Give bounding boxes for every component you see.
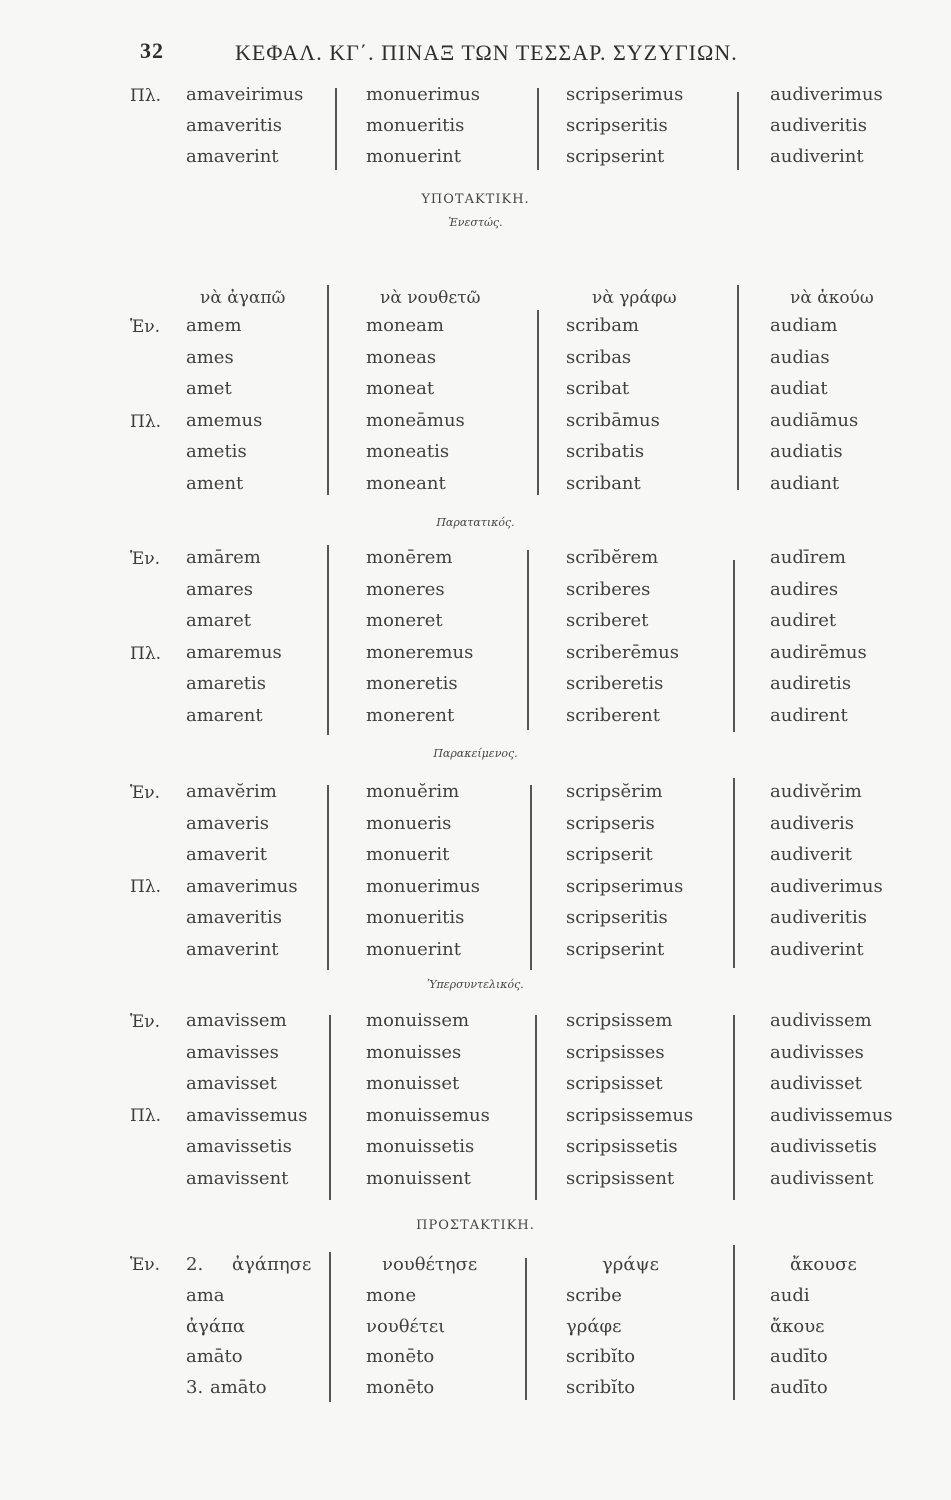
cell: amaverint [186, 146, 279, 167]
page-header [140, 38, 900, 78]
table-row [0, 473, 951, 504]
label-plural: Πλ. [130, 1106, 162, 1126]
cell: scriberetis [566, 673, 664, 694]
table-row [0, 1285, 951, 1316]
greek-meaning: νὰ ἀγαπῶ [200, 288, 286, 308]
table-row [0, 939, 951, 970]
column-divider [327, 785, 329, 970]
cell: scribant [566, 472, 641, 494]
table-row [0, 378, 951, 409]
label-singular: Ἑν. [130, 1012, 161, 1032]
cell: ametis [186, 441, 247, 462]
cell: amaveritis [186, 907, 282, 928]
cell: scriberent [566, 704, 660, 726]
table-row [0, 781, 951, 812]
cell: monēto [366, 1377, 435, 1399]
cell: monuissetis [366, 1136, 475, 1157]
cell: scripsisses [566, 1041, 665, 1063]
cell: ἀγάπησε [232, 1254, 312, 1275]
column-divider [733, 1245, 735, 1400]
column-divider [737, 92, 739, 170]
cell: moneret [366, 610, 443, 631]
cell: γράψε [602, 1254, 659, 1275]
cell: amāto [186, 1346, 243, 1368]
cell: monueris [366, 812, 452, 834]
cell: audirent [770, 704, 848, 726]
cell: amaremus [186, 641, 282, 663]
cell: monuerint [366, 146, 461, 167]
cell: monuerint [366, 938, 461, 960]
cell: amaverit [186, 844, 267, 865]
cell: audirēmus [770, 641, 867, 663]
cell: audiveris [770, 812, 855, 834]
cell: audiant [770, 472, 840, 494]
cell: scribatis [566, 441, 645, 462]
cell: scribĭto [566, 1377, 636, 1399]
column-divider [530, 785, 532, 970]
cell: audivissemus [770, 1104, 893, 1126]
cell: monēto [366, 1346, 435, 1368]
cell: amaverint [186, 938, 279, 960]
cell: monuerimus [366, 875, 481, 897]
cell: audiveritis [770, 907, 868, 928]
cell: ament [186, 472, 244, 494]
column-divider [737, 285, 739, 490]
table-row [0, 315, 951, 346]
greek-meaning: νὰ νουθετῶ [380, 288, 481, 308]
column-divider [335, 88, 337, 170]
cell: audiveritis [770, 115, 868, 136]
column-divider [327, 285, 329, 495]
table-row [0, 115, 951, 146]
label-singular: Ἑν. [130, 783, 161, 803]
cell: audiverimus [770, 84, 883, 105]
table-row [0, 1010, 951, 1041]
cell: scripseritis [566, 115, 668, 136]
cell: scripsĕrim [566, 781, 663, 802]
table-row [0, 813, 951, 844]
cell: audi [770, 1284, 810, 1306]
cell: monerent [366, 704, 455, 726]
cell: amaverimus [186, 875, 298, 897]
column-divider [537, 310, 539, 495]
label-plural: Πλ. [130, 644, 162, 664]
cell: monuerit [366, 844, 450, 865]
cell: scripserint [566, 146, 665, 167]
column-divider [733, 560, 735, 732]
cell: moneretis [366, 673, 458, 694]
table-row [0, 146, 951, 177]
cell: scriberes [566, 578, 651, 600]
page-number: 32 [140, 38, 164, 63]
cell: monuissemus [366, 1104, 490, 1126]
table-row [0, 705, 951, 736]
table-row [0, 1254, 951, 1285]
table-row [0, 844, 951, 875]
cell: scripserimus [566, 84, 684, 105]
cell: amavisset [186, 1073, 277, 1094]
cell: audivĕrim [770, 781, 862, 802]
cell: ἄκουσε [790, 1254, 857, 1275]
cell: amaveritis [186, 115, 282, 136]
cell: audivissetis [770, 1136, 877, 1157]
person-number-2: 2. [186, 1254, 204, 1275]
person-number-3: 3. [186, 1377, 204, 1398]
cell: γράφε [566, 1315, 622, 1337]
section-title-imperative: ΠΡΟΣΤΑΚΤΙΚΗ. [416, 1218, 535, 1233]
cell: amavĕrim [186, 781, 277, 802]
cell: amaretis [186, 673, 267, 694]
cell: audīto [770, 1377, 828, 1399]
cell: amem [186, 315, 242, 336]
cell: scripserint [566, 938, 665, 960]
cell: monueritis [366, 907, 465, 928]
cell: ama [186, 1284, 225, 1306]
table-row [0, 1073, 951, 1104]
page-title: ΚΕΦΑΛ. ΚΓ΄. ΠΙΝΑΞ ΤΩΝ ΤΕΣΣΑΡ. ΣΥΖΥΓΙΩΝ. [235, 40, 738, 65]
cell: scrībĕrem [566, 547, 659, 568]
label-singular: Ἑν. [130, 317, 161, 337]
cell: amaveirimus [186, 84, 304, 105]
cell: amaveris [186, 812, 269, 834]
cell: audiam [770, 315, 838, 336]
cell: scripserimus [566, 875, 684, 897]
table-row [0, 1316, 951, 1347]
table-row [0, 673, 951, 704]
column-divider [733, 778, 735, 968]
label-plural: Πλ. [130, 412, 162, 432]
cell: audīto [770, 1346, 828, 1368]
label-plural: Πλ. [130, 877, 162, 897]
column-divider [733, 1015, 735, 1200]
cell: amet [186, 378, 232, 399]
table-row [0, 876, 951, 907]
cell: amavissent [186, 1167, 289, 1189]
cell: scribat [566, 378, 630, 399]
cell: monueritis [366, 115, 465, 136]
cell: audiretis [770, 673, 852, 694]
cell: audivisset [770, 1073, 862, 1094]
cell: scribas [566, 346, 632, 368]
cell: audīrem [770, 547, 846, 568]
cell: amarent [186, 704, 263, 726]
cell: audiāmus [770, 409, 859, 431]
greek-meaning: νὰ ἀκούω [790, 288, 874, 308]
table-row [0, 1346, 951, 1377]
cell: audivisses [770, 1041, 864, 1063]
table-row [0, 1168, 951, 1199]
cell: audiverint [770, 938, 864, 960]
column-divider [527, 550, 529, 730]
label-singular: Ἑν. [130, 549, 161, 569]
cell: scripserit [566, 844, 653, 865]
tense-title-present: Ἐνεστώς. [448, 216, 503, 229]
table-row [0, 579, 951, 610]
label-plural: Πλ. [130, 86, 162, 106]
table-row [0, 642, 951, 673]
column-divider [329, 1252, 331, 1402]
cell: amārem [186, 547, 261, 568]
cell: scripsissent [566, 1167, 675, 1189]
cell: scribam [566, 315, 640, 336]
cell: audiverint [770, 146, 864, 167]
cell: νουθέτει [366, 1315, 446, 1337]
table-row [0, 1042, 951, 1073]
cell: audires [770, 578, 839, 600]
tense-title-imperfect: Παρατατικός. [436, 516, 515, 529]
column-divider [327, 545, 329, 735]
label-singular: Ἑν. [130, 1255, 161, 1275]
cell: audias [770, 346, 830, 368]
table-row [0, 1377, 951, 1408]
cell: amares [186, 578, 254, 600]
greek-meaning: νὰ γράφω [592, 288, 677, 308]
cell: scripsissem [566, 1010, 673, 1031]
cell: moneas [366, 346, 437, 368]
cell: audiret [770, 610, 837, 631]
cell: νουθέτησε [382, 1254, 478, 1275]
table-row [0, 84, 951, 115]
section-title-subjunctive: ΥΠΟΤΑΚΤΙΚΗ. [421, 192, 530, 207]
cell: amāto [210, 1377, 267, 1399]
cell: scripsisset [566, 1073, 663, 1094]
cell: ἀγάπα [186, 1315, 246, 1337]
cell: amemus [186, 409, 263, 431]
cell: audiatis [770, 441, 843, 462]
cell: scripseritis [566, 907, 668, 928]
cell: monuissem [366, 1010, 470, 1031]
cell: scribāmus [566, 409, 660, 431]
cell: moneant [366, 472, 446, 494]
cell: monuĕrim [366, 781, 460, 802]
table-row [0, 547, 951, 578]
cell: monērem [366, 547, 453, 568]
table-row [0, 907, 951, 938]
table-row [0, 1105, 951, 1136]
table-row [0, 441, 951, 472]
cell: scribĭto [566, 1346, 636, 1368]
cell: moneam [366, 315, 444, 336]
cell: scripseris [566, 812, 655, 834]
cell: monuerimus [366, 84, 481, 105]
cell: audiverit [770, 844, 853, 865]
cell: monuissent [366, 1167, 471, 1189]
cell: amaret [186, 610, 252, 631]
column-divider [525, 1258, 527, 1400]
cell: monuisses [366, 1041, 462, 1063]
cell: scripsissemus [566, 1104, 694, 1126]
column-divider [535, 1015, 537, 1200]
cell: audivissem [770, 1010, 872, 1031]
cell: scriberēmus [566, 641, 680, 663]
table-row [0, 347, 951, 378]
cell: audivissent [770, 1167, 874, 1189]
cell: amavissetis [186, 1136, 292, 1157]
cell: moneatis [366, 441, 450, 462]
cell: audiat [770, 378, 828, 399]
cell: moneremus [366, 641, 474, 663]
column-divider [329, 1015, 331, 1200]
cell: ἄκουε [770, 1315, 825, 1337]
cell: monuisset [366, 1073, 460, 1094]
cell: scripsissetis [566, 1136, 678, 1157]
tense-title-pluperfect: Ὑπερσυντελικός. [427, 978, 524, 991]
cell: scribe [566, 1284, 622, 1306]
table-row [0, 410, 951, 441]
table-row [0, 1136, 951, 1167]
table-row [0, 610, 951, 641]
cell: amavissem [186, 1010, 287, 1031]
cell: audiverimus [770, 875, 883, 897]
cell: moneres [366, 578, 445, 600]
cell: ames [186, 346, 234, 368]
cell: scriberet [566, 610, 649, 631]
tense-title-perfect: Παρακείμενος. [433, 747, 518, 760]
column-divider [537, 88, 539, 170]
cell: amavissemus [186, 1104, 308, 1126]
cell: mone [366, 1284, 417, 1306]
cell: amavisses [186, 1041, 279, 1063]
cell: moneāmus [366, 409, 465, 431]
cell: moneat [366, 378, 435, 399]
